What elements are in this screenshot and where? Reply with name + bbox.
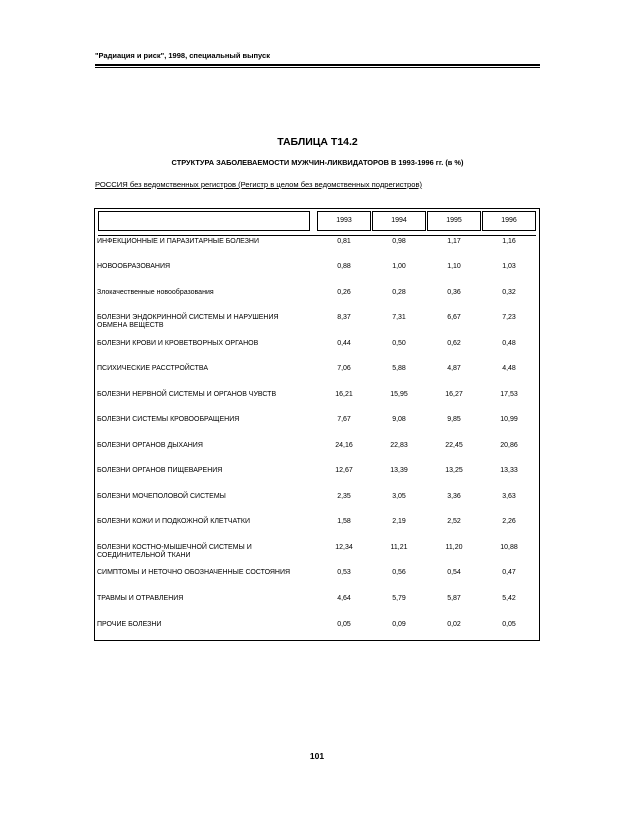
cell-1994: 2,19	[392, 518, 406, 525]
cell-1995: 16,27	[445, 391, 463, 398]
cell-1993: 0,44	[337, 340, 351, 347]
cell-1995: 0,54	[447, 569, 461, 576]
cell-1993: 7,67	[337, 416, 351, 423]
year-header-1996: 1996	[482, 211, 536, 231]
cell-1993: 0,26	[337, 289, 351, 296]
cell-1994: 7,31	[392, 314, 406, 321]
cell-1995: 9,85	[447, 416, 461, 423]
cell-1993: 0,05	[337, 621, 351, 628]
cell-1993: 0,88	[337, 263, 351, 270]
cell-1996: 0,47	[502, 569, 516, 576]
cell-1996: 3,63	[502, 493, 516, 500]
cell-1994: 13,39	[390, 467, 408, 474]
cell-1993: 7,06	[337, 365, 351, 372]
cell-1994: 3,05	[392, 493, 406, 500]
cell-1995: 22,45	[445, 442, 463, 449]
cell-1995: 11,20	[445, 544, 463, 551]
cell-1994: 5,88	[392, 365, 406, 372]
cell-1994: 22,83	[390, 442, 408, 449]
table-subtitle: СТРУКТУРА ЗАБОЛЕВАЕМОСТИ МУЖЧИН-ЛИКВИДАТОРОВ В 1993-1996 гг. (в %)	[171, 158, 464, 167]
cell-1995: 1,17	[447, 238, 461, 245]
cell-1995: 3,36	[447, 493, 461, 500]
cell-1994: 1,00	[392, 263, 406, 270]
cell-1995: 0,02	[447, 621, 461, 628]
region-note	[95, 180, 422, 189]
cell-1995: 13,25	[445, 467, 463, 474]
cell-1996: 2,26	[502, 518, 516, 525]
region-name: РОССИЯ	[95, 180, 128, 189]
cell-1996: 20,86	[500, 442, 518, 449]
row-label: СИМПТОМЫ И НЕТОЧНО ОБОЗНАЧЕННЫЕ СОСТОЯНИЯ	[97, 569, 291, 576]
row-label: ИНФЕКЦИОННЫЕ И ПАРАЗИТАРНЫЕ БОЛЕЗНИ	[97, 238, 260, 245]
cell-1993: 8,37	[337, 314, 351, 321]
cell-1996: 0,48	[502, 340, 516, 347]
cell-1993: 12,34	[335, 544, 353, 551]
header-rule	[95, 64, 540, 66]
cell-1994: 15,95	[390, 391, 408, 398]
cell-1995: 1,10	[447, 263, 461, 270]
cell-1996: 5,42	[502, 595, 516, 602]
cell-1993: 16,21	[335, 391, 353, 398]
row-label: Злокачественные новообразования	[97, 289, 214, 296]
cell-1995: 6,67	[447, 314, 461, 321]
row-label: БОЛЕЗНИ ОРГАНОВ ДЫХАНИЯ	[97, 442, 203, 449]
header-corner-cell	[98, 211, 310, 231]
year-header-1993: 1993	[317, 211, 371, 231]
row-label: БОЛЕЗНИ КРОВИ И КРОВЕТВОРНЫХ ОРГАНОВ	[97, 340, 259, 347]
cell-1993: 2,35	[337, 493, 351, 500]
journal-header: "Радиация и риск", 1998, специальный выпуск	[95, 51, 270, 60]
row-label: ПСИХИЧЕСКИЕ РАССТРОЙСТВА	[97, 365, 208, 372]
header-separator	[98, 235, 536, 236]
cell-1996: 0,05	[502, 621, 516, 628]
cell-1993: 0,53	[337, 569, 351, 576]
region-note-text: без ведомственных регистров (Регистр в целом без ведомственных подрегистров)	[127, 180, 423, 189]
cell-1994: 0,28	[392, 289, 406, 296]
cell-1996: 10,99	[500, 416, 518, 423]
header-rule-thin	[95, 67, 540, 68]
cell-1994: 0,98	[392, 238, 406, 245]
row-label: БОЛЕЗНИ СИСТЕМЫ КРОВООБРАЩЕНИЯ	[97, 416, 240, 423]
cell-1994: 5,79	[392, 595, 406, 602]
row-label: БОЛЕЗНИ ОРГАНОВ ПИЩЕВАРЕНИЯ	[97, 467, 223, 474]
table-title: ТАБЛИЦА Т14.2	[277, 136, 358, 148]
cell-1995: 4,87	[447, 365, 461, 372]
page-number: 101	[309, 751, 325, 761]
cell-1996: 1,03	[502, 263, 516, 270]
cell-1996: 10,88	[500, 544, 518, 551]
cell-1994: 0,56	[392, 569, 406, 576]
row-label: БОЛЕЗНИ НЕРВНОЙ СИСТЕМЫ И ОРГАНОВ ЧУВСТВ	[97, 391, 277, 398]
cell-1995: 0,62	[447, 340, 461, 347]
cell-1993: 24,16	[335, 442, 353, 449]
cell-1995: 0,36	[447, 289, 461, 296]
cell-1995: 5,87	[447, 595, 461, 602]
cell-1993: 12,67	[335, 467, 353, 474]
cell-1996: 17,53	[500, 391, 518, 398]
year-header-1994: 1994	[372, 211, 426, 231]
cell-1996: 13,33	[500, 467, 518, 474]
cell-1994: 9,08	[392, 416, 406, 423]
row-label: БОЛЕЗНИ КОСТНО-МЫШЕЧНОЙ СИСТЕМЫ И СОЕДИНИТЕЛЬНОЙ ТКАНИ	[97, 544, 252, 560]
row-label: ТРАВМЫ И ОТРАВЛЕНИЯ	[97, 595, 184, 602]
cell-1996: 4,48	[502, 365, 516, 372]
row-label: ПРОЧИЕ БОЛЕЗНИ	[97, 621, 162, 628]
row-label: НОВООБРАЗОВАНИЯ	[97, 263, 171, 270]
cell-1994: 11,21	[390, 544, 408, 551]
row-label: БОЛЕЗНИ МОЧЕПОЛОВОЙ СИСТЕМЫ	[97, 493, 226, 500]
cell-1996: 0,32	[502, 289, 516, 296]
year-header-1995: 1995	[427, 211, 481, 231]
cell-1994: 0,09	[392, 621, 406, 628]
row-label: БОЛЕЗНИ КОЖИ И ПОДКОЖНОЙ КЛЕТЧАТКИ	[97, 518, 251, 525]
cell-1996: 7,23	[502, 314, 516, 321]
row-label: БОЛЕЗНИ ЭНДОКРИННОЙ СИСТЕМЫ И НАРУШЕНИЯ ОБМЕНА ВЕЩЕСТВ	[97, 314, 279, 330]
cell-1994: 0,50	[392, 340, 406, 347]
cell-1993: 1,58	[337, 518, 351, 525]
cell-1996: 1,16	[502, 238, 516, 245]
cell-1993: 4,64	[337, 595, 351, 602]
cell-1993: 0,81	[337, 238, 351, 245]
cell-1995: 2,52	[447, 518, 461, 525]
